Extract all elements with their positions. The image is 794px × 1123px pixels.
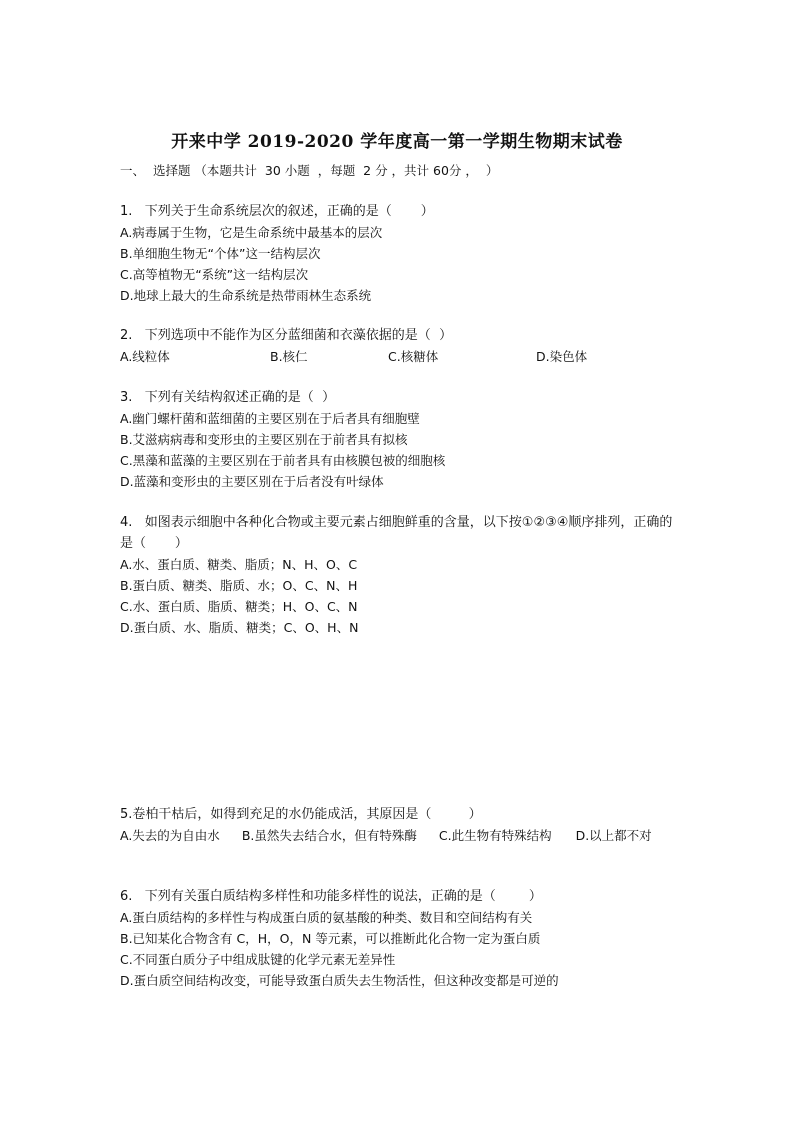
option-a: A.蛋白质结构的多样性与构成蛋白质的氨基酸的种类、数目和空间结构有关: [120, 910, 533, 925]
question-3: [120, 387, 680, 492]
question-stem: 1. 下列关于生命系统层次的叙述，正确的是（ ）: [120, 204, 434, 219]
option-a: A.水、蛋白质、糖类、脂质；N、H、O、C: [120, 557, 358, 572]
option-d: D.蛋白质空间结构改变，可能导致蛋白质失去生物活性，但这种改变都是可逆的: [120, 973, 559, 988]
question-stem: 2. 下列选项中不能作为区分蓝细菌和衣藻依据的是（ ）: [120, 328, 453, 343]
question-stem: 5.卷柏干枯后，如得到充足的水仍能成活，其原因是（ ）: [120, 807, 482, 822]
option-d: D.以上都不对: [575, 828, 652, 843]
option-c: C.此生物有特殊结构: [438, 828, 552, 843]
option-c: C.核糖体: [388, 349, 439, 364]
question-stem: 4. 如图表示细胞中各种化合物或主要元素占细胞鲜重的含量，以下按①②③④顺序排列，正确的是（ ）: [120, 515, 673, 551]
question-1: [120, 201, 680, 306]
option-a: A.线粒体: [120, 349, 170, 364]
option-c: C.水、蛋白质、脂质、糖类；H、O、C、N: [120, 599, 358, 614]
option-b: B.已知某化合物含有 C，H，O，N 等元素，可以推断此化合物一定为蛋白质: [120, 931, 541, 946]
option-b: B.艾滋病病毒和变形虫的主要区别在于前者具有拟核: [120, 432, 408, 447]
option-c: C.高等植物无“系统”这一结构层次: [120, 267, 309, 282]
option-d: D.蛋白质、水、脂质、糖类；C、O、H、N: [120, 620, 359, 635]
option-b: B.单细胞生物无“个体”这一结构层次: [120, 246, 321, 261]
question-2: [120, 325, 680, 367]
question-4: [120, 512, 680, 638]
option-d: D.地球上最大的生命系统是热带雨林生态系统: [120, 288, 372, 303]
option-a: A.幽门螺杆菌和蓝细菌的主要区别在于后者具有细胞壁: [120, 411, 420, 426]
option-a: A.失去的为自由水: [120, 828, 220, 843]
section-header: 一、 选择题 （本题共计 30 小题 ，每题 2 分 ，共计 60分 ， ）: [120, 163, 499, 178]
question-stem: 6. 下列有关蛋白质结构多样性和功能多样性的说法，正确的是（ ）: [120, 889, 542, 904]
question-stem: 3. 下列有关结构叙述正确的是（ ）: [120, 390, 336, 405]
options-row: [120, 346, 680, 367]
option-d: D.染色体: [536, 349, 588, 364]
option-a: A.病毒属于生物，它是生命系统中最基本的层次: [120, 225, 383, 240]
question-5: [120, 804, 680, 846]
exam-title: 开来中学 2019-2020 学年度高一第一学期生物期末试卷: [171, 132, 623, 152]
option-c: C.黑藻和蓝藻的主要区别在于前者具有由核膜包被的细胞核: [120, 453, 446, 468]
question-6: [120, 886, 680, 991]
options-inline: [120, 825, 680, 846]
option-b: B.蛋白质、糖类、脂质、水；O、C、N、H: [120, 578, 358, 593]
option-b: B.虽然失去结合水，但有特殊酶: [241, 828, 417, 843]
option-b: B.核仁: [270, 349, 308, 364]
option-d: D.蓝藻和变形虫的主要区别在于后者没有叶绿体: [120, 474, 384, 489]
option-c: C.不同蛋白质分子中组成肽键的化学元素无差异性: [120, 952, 396, 967]
